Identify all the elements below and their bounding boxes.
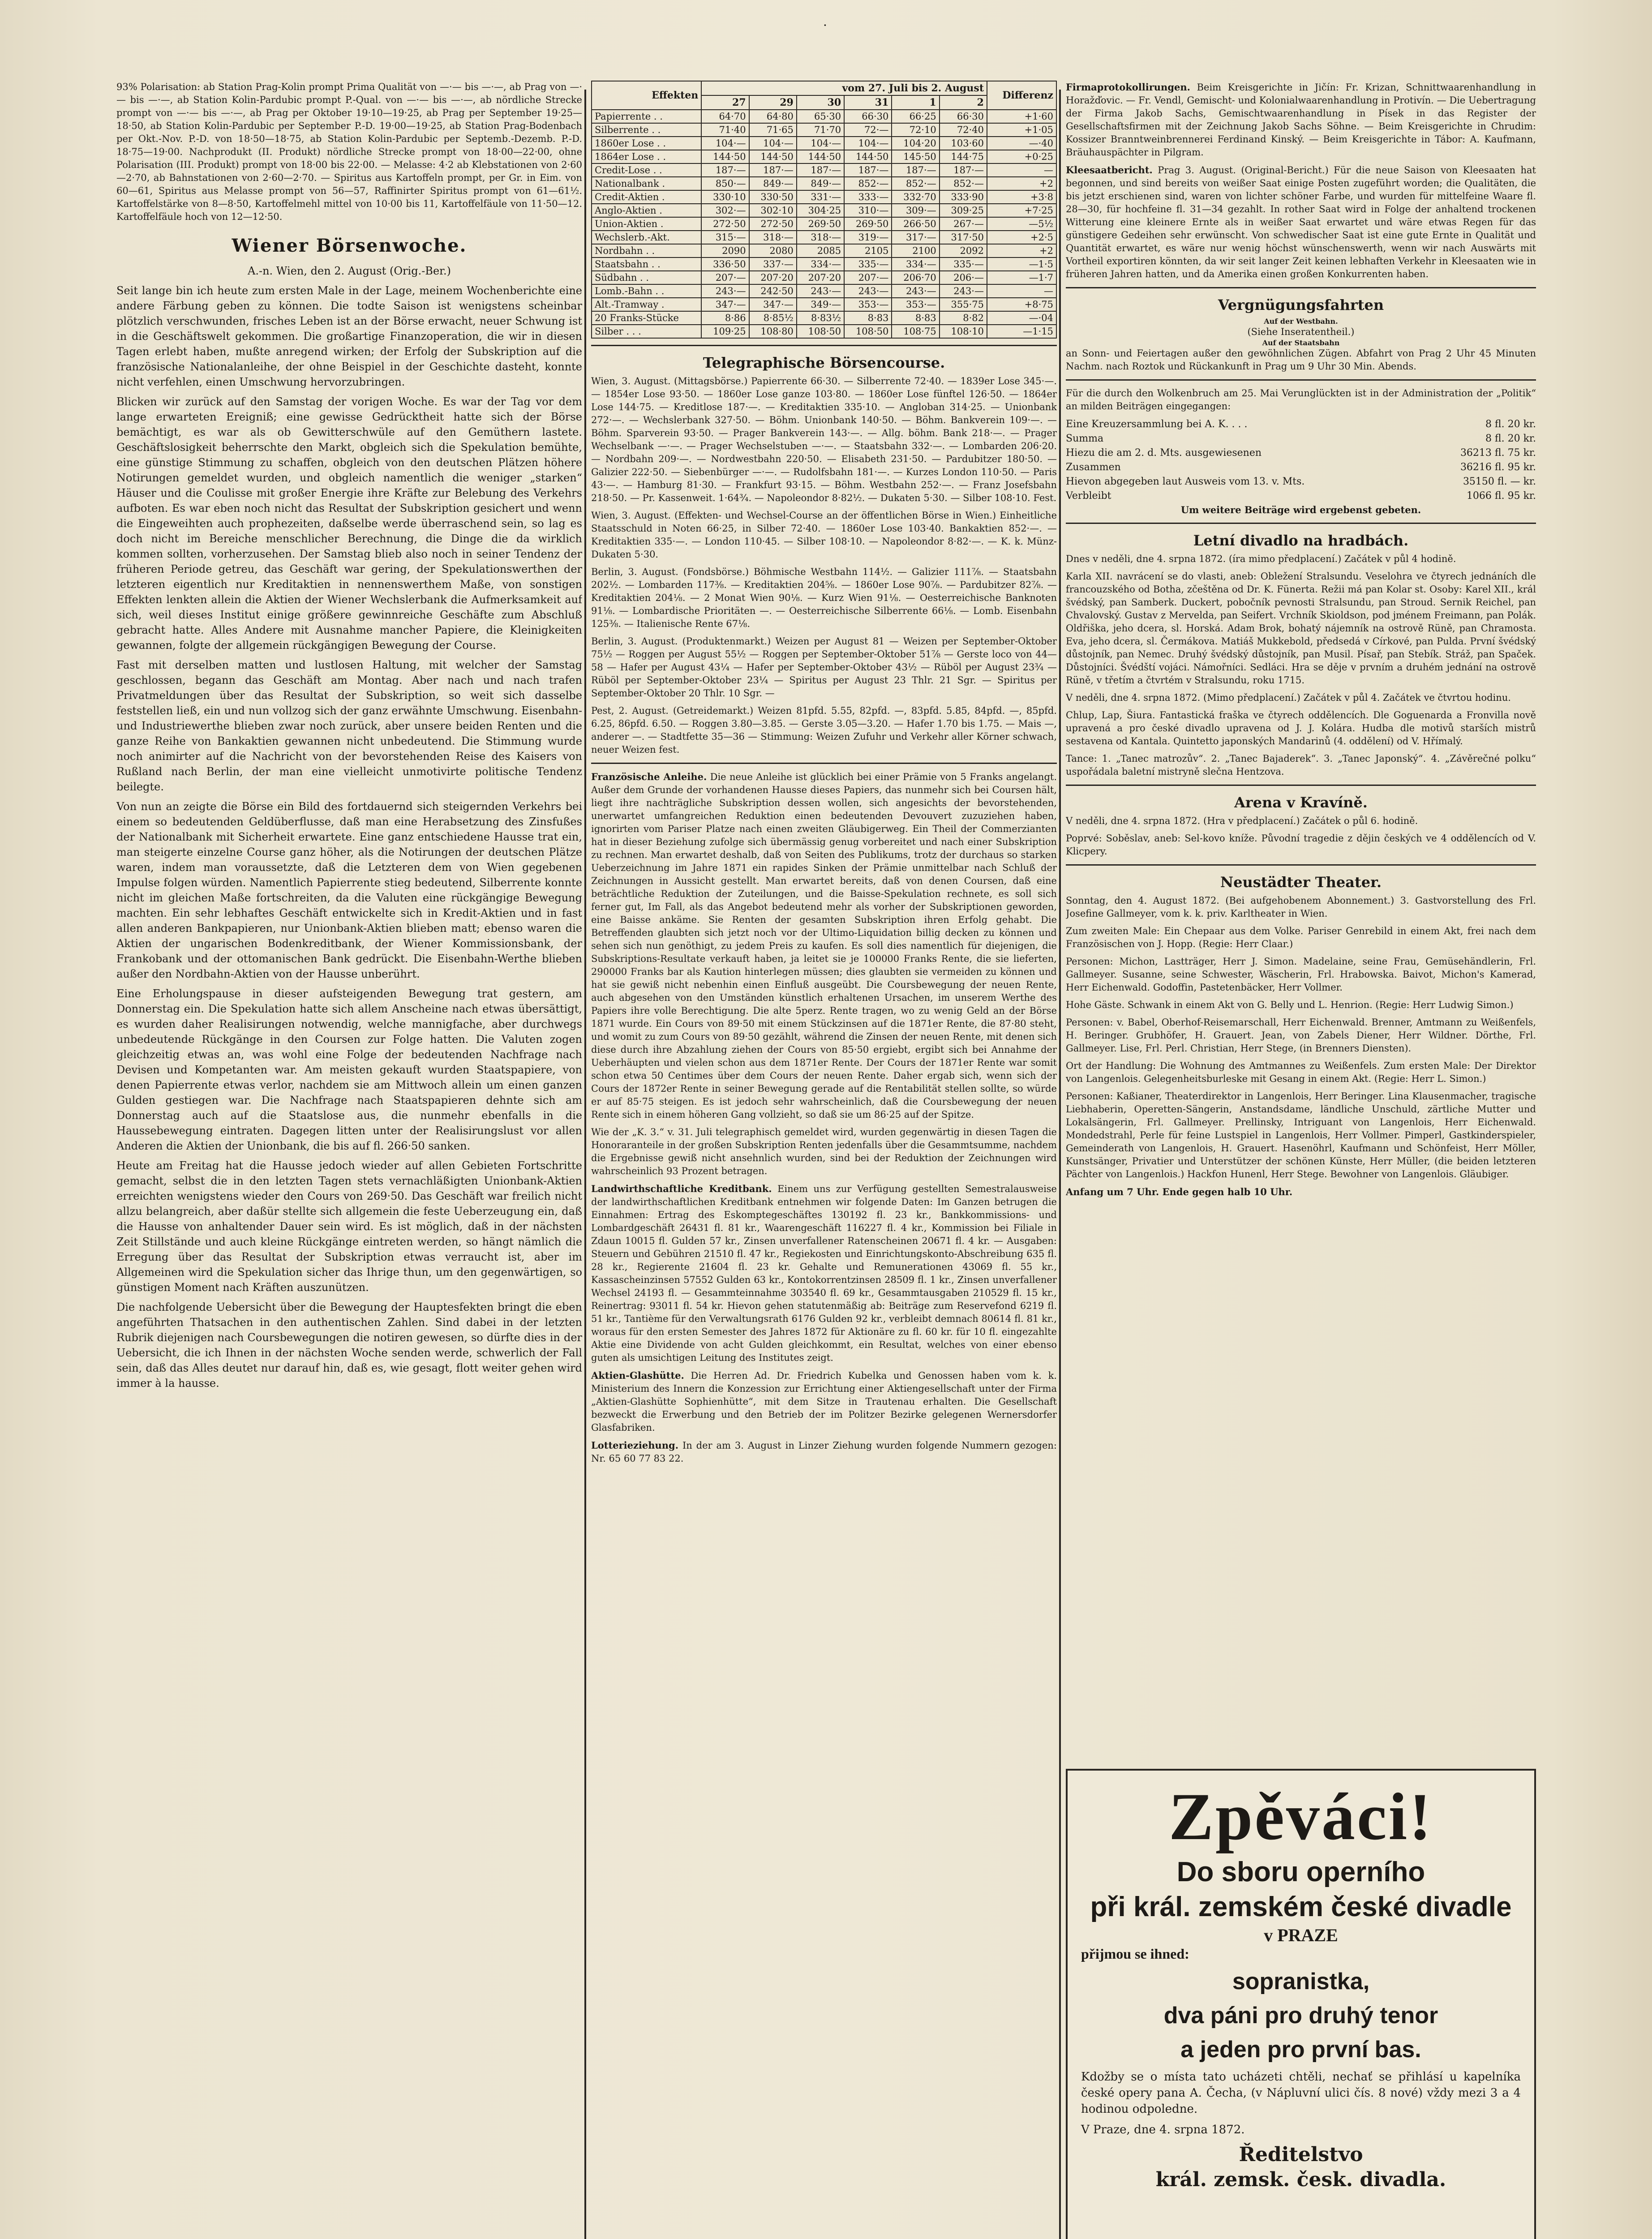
price-cell: 108·50: [844, 325, 892, 338]
table-row: [592, 150, 1056, 163]
security-name: 1860er Lose . .: [592, 137, 701, 150]
sugar-market-report: 93% Polarisation: ab Station Prag-Kolin prompt Prima Qualität von —·— bis —·—, ab Prag von —·— bis —·—, ab Station Kolin-Pardubic prompt P.-Qual. von —·— bis —·—, ab nördliche Strecke prompt von —·— bis —·—, ab Prag per Oktober 19·10—19·25, ab Prag per September 19·25—18·50, ab Station Kolin-Pardubic per September P.-D. 19·00—19·25, ab Station Prag-Bodenbach per Okt.-Nov. P.-D. von 18·50—18·75, ab Station Kolin-Pardubic per Septemb.-Dezemb. P.-D. 18·75—19·00. Nachprodukt (II. Produkt) nördliche Strecke prompt von 18·00—22·00, ohne Polarisation (III. Produkt) prompt von 18·00 bis 22·00. — Melasse: 4·2 ab Klebstationen von 2·60—2·70, ab Bahnstationen von 2·60—2·70. — Spiritus aus Kartoffeln prompt, per Gr. in Eim. von 60—61, Spiritus aus Melasse prompt von 56—57, Raffinirter Spiritus prompt von 61—61½. Kartoffelstärke von 8—8·50, Kartoffelmehl mittel von 10·00 bis 11, Kartoffelfäule von 11·50—12. Kartoffelfäule hoch von 12—12·50.: [116, 81, 582, 222]
donation-row: [1066, 417, 1536, 432]
price-cell: 318·—: [797, 231, 844, 244]
advertisement-box: [1066, 1769, 1536, 2239]
price-cell: 144·50: [844, 150, 892, 163]
price-cell: 355·75: [940, 298, 987, 311]
paragraph: Karla XII. navrácení se do vlasti, aneb: Obležení Stralsundu. Veselohra ve čtyrech jednáních dle francouzského od Botha, zčeštěna od Dr. K. Fünerta. Režii má pan Kolar st. Osoby: Karel XII., král švédský, pan Samberk. Duckert, pobočník pevnosti Stralsundu, pan Stroud. Sernik Reichel, pan Chvalovský. Gustav z Mervelda, pan Seifert. Vrchník Skioldson, pod jménem Freimann, pan Polák. Oldřiška, jeho dcera, sl. Horská. Adam Brok, bohatý nájemník na ostrově Rüně, pan Chramosta. Eva, jeho dcera, sl. Čermákova. Matiáš Mukkebold, předsedá v Církové, pan Pulda. První švédský důstojník, pan Nemec. Druhý švédský důstojník, pan Musil. Písař, pan Stebík. Stráž, pan Spaček. Důstojníci. Švédští vojáci. Námořníci. Sedláci. Hra se děje v prvním a druhém jednání na ostrově Rüně, v třetím a čtvrtém v Stralsundu, roku 1715.: [1066, 571, 1536, 686]
difference-cell: +2·5: [987, 231, 1056, 244]
table-day-header: 2: [940, 95, 987, 110]
paragraph: Von nun an zeigte die Börse ein Bild des fortdauernd sich steigernden Verkehrs bei einem so bedeutenden Geldüberflusse, daß man eine Herabsetzung des Zinsfußes der Nationalbank mit Sicherheit erwartete. Eine ganz entschiedene Hausse trat ein, man steigerte einzelne Course ganz höher, als die Notirungen der deutschen Plätze waren, indem man voraussetzte, daß die Letzteren dem von Wien gegebenen Impulse folgen würden. Namentlich Papierrente stieg bedeutend, Silberrente konnte nicht im gleichen Maße fortschreiten, da die Valuten eine rückgängige Bewegung machten. Ein sehr lebhaftes Geschäft entwickelte sich in Kredit-Aktien und in fast allen anderen Bankpapieren, nur Unionbank-Aktien blieben matt; ebenso waren die Aktien der ungarischen Bodenkreditbank, der Wiener Kommissionsbank, der Frankobank und der ottomanischen Bank gedrückt. Die Eisenbahn-Werthe blieben außer den Nordbahn-Aktien von der Hausse unberührt.: [116, 800, 582, 980]
section-heading: Vergnügungsfahrten: [1218, 296, 1384, 313]
column-left: [116, 81, 582, 2239]
paragraph: Für die durch den Wolkenbruch am 25. Mai Verunglückten ist in der Administration der „Politik“ an milden Beiträgen eingegangen:: [1066, 388, 1536, 412]
price-cell: 104·—: [797, 137, 844, 150]
table-row: [592, 110, 1056, 123]
paragraph: Die neue Anleihe ist glücklich bei einer Prämie von 5 Franks angelangt. Außer dem Grunde der vorhandenen Hausse dieses Papiers, das nunmehr sich bei Coursen hält, liegt ihre nachträgliche Subskription dessen wollen, sich angesichts der bevorstehenden, unerwartet umfangreichen Reduktion einen bedeutenden Devouvert zuzuziehen haben, ignorirten vom Pariser Platze nach einen zweiten Gläubigerweg. Ein Theil der Commerzianten hat in dieser Beziehung zufolge sich übermässig genug vorbereitet und nach einer Subskription zu rechnen. Man erwartet deshalb, daß von Seiten des Publikums, trotz der durchaus so starken Ueberzeichnung im Jahre 1871 ein rapides Sinken der Prämie unmittelbar nach Schluß der Zeichnungen in Aussicht gestellt. Man erwartet bereits, daß von denen Coursen, daß eine beträchtliche Reduktion der Zuteilungen, und die Baisse-Spekulation rechnete, es soll sich ferner gut, Im Fall, als das Angebot bedeutend mehr als vorher der Subskriptionen geworden, eine Baisse ankäme. Sie Renten der gesamten Subskription ihren Erfolg gehabt. Die Betreffenden glaubten sich jetzt noch vor der Ultimo-Liquidation billig decken zu können und sehen sich nun genöthigt, zu jedem Preis zu kaufen. Es soll dies namentlich für diejenigen, die Subskriptions-Resultate verkauft haben, ja leitet sie je 100000 Franks Rente, die sie lieferten, 290000 Franks bar als Kaution hinterlegen müssen; dies glaubten sie vermeiden zu können und hat sie gewiß nicht nebenhin einen Einfluß ausgeübt. Die Coursbewegung der neuen Rente, auch abgesehen von den Umständen künstlich erhaltenen Ursachen, im unserem Werthe des Papiers ihre volle Berechtigung. Die alte 5perz. Rente tragen, wo zu wenig Geld an der Börse 1871 wurde. Ein Cours von 89·50 mit einem Stückzinsen auf die 1871er Rente, die 87·80 steht, und womit zu zum Cours von 89·50 gezählt, während die Zinsen der neuen Rente, mit denen sich diese durch ihre Abzahlung ziehen der Cours von 85·50 ergiebt, ergibt sich bei Annahme der Ueberhäupten und vielen schon aus dem 1871er Rente. Der Cours der 1871er Rente war somit schon etwa 50 Centimes über dem Cours der neuen Rente. Daher ergab sich, wenn sich der Cours der 1872er Rente in seiner Bewegung gerade auf die Rentabilität stellen sollte, so würde er auf 85·75 steigen. Es ist jedoch sehr wahrscheinlich, daß die Coursbewegung der neuen Rente sich in einem höheren Gang vollzieht, so daß sie um 86·25 auf der Spitze.: [591, 772, 1057, 1120]
ad-line: Do sboru operního: [1176, 1857, 1425, 1887]
price-cell: 849·—: [797, 177, 844, 190]
price-cell: 335·—: [844, 257, 892, 271]
donation-amount: 8 fl. 20 kr.: [1485, 433, 1536, 444]
price-cell: 2105: [844, 244, 892, 257]
price-cell: 187·—: [749, 163, 797, 177]
price-cell: 272·50: [749, 217, 797, 231]
donation-label: Hiezu die am 2. d. Mts. ausgewiesenen: [1066, 447, 1262, 459]
table-row: [592, 177, 1056, 190]
donation-row: [1066, 432, 1536, 446]
section-heading: Französische Anleihe.: [591, 771, 707, 782]
price-cell: 850·—: [701, 177, 749, 190]
security-name: Südbahn . .: [592, 271, 701, 284]
paragraph: Personen: Michon, Lastträger, Herr J. Simon. Madelaine, seine Frau, Gemüsehändlerin, Frl. Gallmeyer. Susanne, seine Schwester, Wäscherin, Frl. Hrabowska. Baivot, Michon's Kamerad, Herr Eichenwald. Godoffin, Pastetenbäcker, Herr Vollmer.: [1066, 956, 1536, 993]
price-cell: 66·25: [892, 110, 939, 123]
ad-signature: král. zemsk. česk. divadla.: [1155, 2168, 1446, 2191]
price-cell: 269·50: [797, 217, 844, 231]
table-row: [592, 123, 1056, 137]
section-heading: Neustädter Theater.: [1220, 874, 1382, 891]
donation-label: Hievon abgegeben laut Ausweis vom 13. v. Mts.: [1066, 476, 1305, 487]
difference-cell: +8·75: [987, 298, 1056, 311]
price-cell: 109·25: [701, 325, 749, 338]
price-cell: 71·70: [797, 123, 844, 137]
paragraph: Personen: Kaßianer, Theaterdirektor in Langenlois, Herr Beringer. Lina Klausenmacher, tragische Liebhaberin, Operetten-Sängerin, Anstandsdame, ländliche Unschuld, zärtliche Mutter und Lokalsängerin, Frl. Gallmeyer. Prellinsky, Intriguant von Langenlois, Herr Eichenwald. Mondedstrahl, Perle für feine Lustspiel in Langenlois, Herr Vollmer. Pimperl, Gastkinderspieler, Gemeinderath von Langenlois, H. Grauert. Hasenöhrl, Kaufmann und Schönfeist, Herr Möller, Kunstsänger, Privatier und Unterstützer der schönen Künste, Herr Müller, (die beiden letzteren Pächter von Langenlois.) Hackfon Hunenl, Herr Stege. Bewohner von Langenlois. Gläubiger.: [1066, 1091, 1536, 1180]
difference-cell: —1·5: [987, 257, 1056, 271]
security-name: 20 Franks-Stücke: [592, 311, 701, 325]
price-cell: 302·10: [749, 204, 797, 217]
paragraph: Ort der Handlung: Die Wohnung des Amtmannes zu Weißenfels. Zum ersten Male: Der Direktor von Langenlois. Gelegenheitsburleske mit Gesang in einem Akt. (Regie: Herr L. Simon.): [1066, 1060, 1536, 1084]
table-row: [592, 257, 1056, 271]
section-heading: Landwirthschaftliche Kreditbank.: [591, 1183, 772, 1194]
subheading: Auf der Westbahn.: [1264, 317, 1338, 326]
price-cell: 144·75: [940, 150, 987, 163]
security-name: Union-Aktien .: [592, 217, 701, 231]
donation-amount: 35150 fl. — kr.: [1463, 476, 1536, 487]
column-middle: [591, 81, 1057, 2239]
paragraph: Seit lange bin ich heute zum ersten Male in der Lage, meinem Wochenberichte eine andere Färbung geben zu können. Die todte Saison ist wenigstens scheinbar plötzlich verschwunden, frisches Leben ist an der Börse erwacht, neuer Schwung ist in die Geschäftswelt gekommen. Die großartige Finanzoperation, die wir in diesen Tagen erlebt haben, mußte anregend wirken; der Erfolg der Subskription auf die französische Nationalanleihe, der ohne Beispiel in der Geschichte dasteht, konnte nicht verfehlen, einen Umschwung hervorzubringen.: [116, 284, 582, 388]
difference-cell: +0·25: [987, 150, 1056, 163]
paragraph: Heute am Freitag hat die Hausse jedoch wieder auf allen Gebieten Fortschritte gemacht, selbst die in den letzten Tagen stets vernachläßigten Unionbank-Aktien erreichten wenigstens wieder den Cours von 269·50. Das Geschäft war freilich nicht allzu belangreich, aber daßür stellte sich allgemein die feste Ueberzeugung ein, daß die Hausse von anhaltender Dauer sein wird. Es ist möglich, daß in der nächsten Zeit Stillstände und auch kleine Rückgänge eintreten werden, so hängt nämlich die Erregung über das Resultat der Subskription etwas verraucht ist, aber im Allgemeinen wird die Spekulation sicher das Ihrige thun, um den gegenwärtigen, so günstigen Moment nach Kräften auszunützen.: [116, 1159, 582, 1294]
table-row: [592, 325, 1056, 338]
price-cell: 2092: [940, 244, 987, 257]
column-right: [1066, 81, 1536, 1764]
price-cell: 64·80: [749, 110, 797, 123]
price-cell: 330·50: [749, 190, 797, 204]
paragraph: Poprvé: Soběslav, aneb: Sel-kovo kníže. Původní tragedie z dějin českých ve 4 oddělencích od V. Klicpery.: [1066, 833, 1536, 857]
price-cell: 72·40: [940, 123, 987, 137]
section-heading: Arena v Kravíně.: [1234, 794, 1368, 811]
ad-title: Zpěváci!: [1168, 1780, 1433, 1854]
price-cell: 103·60: [940, 137, 987, 150]
paragraph: Chlup, Lap, Šiura. Fantastická fraška ve čtyrech oddělencích. Dle Goguenarda a Fronvilla nově upravená a pro české divadlo upravena od J. J. Kolára. Hudba dle motivů starších mistrů sestavena od Kantala. Quintetto japonských Mandarinů (4. oddělení) od V. Hřímalý.: [1066, 710, 1536, 746]
price-cell: 2080: [749, 244, 797, 257]
price-cell: 72·10: [892, 123, 939, 137]
price-cell: 71·65: [749, 123, 797, 137]
paragraph: Tance: 1. „Tanec matrozův“. 2. „Tanec Bajaderek“. 3. „Tanec Japonský“. 4. „Závěrečné polku“ uspořádala baletní mistryně slečna Hentzova.: [1066, 753, 1536, 777]
price-cell: 309·25: [940, 204, 987, 217]
table-day-header: 1: [892, 95, 939, 110]
donation-amount: 36216 fl. 95 kr.: [1460, 462, 1536, 473]
price-cell: 347·—: [701, 298, 749, 311]
difference-cell: —1·15: [987, 325, 1056, 338]
paragraph: Einem uns zur Verfügung gestellten Semestralausweise der landwirthschaftlichen Kreditbank entnehmen wir folgende Daten: Im Ganzen betrugen die Einnahmen: Ertrag des Eskomptegeschäftes 130192 fl. 23 kr., Bankkommissions- und Lombardgeschäft 26431 fl. 81 kr., Waarengeschäft 116227 fl. 4 kr., Kommission bei Filiale in Zdaun 10015 fl. Gulden 57 kr., Zinsen unverfallener Ratenscheinen 20671 fl. 4 kr. — Ausgaben: Steuern und Gebühren 21510 fl. 47 kr., Regiekosten und Einrichtungskonto-Abschreibung 635 fl. 28 kr., Regierente 21604 fl. 23 kr. Gehalte und Remunerationen 43069 fl. 55 kr., Kassascheinzinsen 57552 Gulden 63 kr., Kontokorrentzinsen 28509 fl. 1 kr., Zinsen unverfallener Wechsel 24193 fl. — Gesammteinnahme 303540 fl. 69 kr., Gesammtausgaben 210529 fl. 15 kr., Reinertrag: 93011 fl. 54 kr. Hievon gehen statutenmäßig ab: Beiträge zum Reservefond 6219 fl. 51 kr., Tantième für den Verwaltungsrath 6176 Gulden 92 kr., verbleibt demnach 80614 fl. 81 kr., woraus für den ersten Semester des Jahres 1872 für Aktionäre zu fl. 60 kr. für 10 fl. eingezahlte Aktie eine Dividende von acht Gulden gleichkommt, ein Resultat, welches von einer ebenso guten als umsichtigen Leitung des Institutes zeigt.: [591, 1184, 1057, 1363]
security-name: Nationalbank .: [592, 177, 701, 190]
price-cell: 319·—: [844, 231, 892, 244]
paragraph: Die nachfolgende Uebersicht über die Bewegung der Hauptesfekten bringt die eben angeführten Thatsachen in den authentischen Zahlen. Sind dabei in der letzten Rubrik diejenigen nach Coursbewegungen die notiren gewesen, so dürfte dies in der Uebersicht, die ich Ihnen in der nächsten Woche senden werde, schwerlich der Fall sein, daß das Alles deutet nur darauf hin, daß es, wie gesagt, flott weiter gehen wird immer à la hausse.: [116, 1301, 582, 1390]
divider: [1066, 379, 1536, 381]
donation-label: Summa: [1066, 433, 1104, 444]
price-cell: 353·—: [892, 298, 939, 311]
paragraph: Wien, 3. August. (Effekten- und Wechsel-Course an der öffentlichen Börse in Wien.) Einheitliche Staatsschuld in Noten 66·25, in Silber 72·40. — 1860er Lose 103·40. Bankaktien 852·—. — Kreditaktien 335·—. — London 110·45. — Silber 108·10. — Napoleondor 8·82·—. — K. k. Münz-Dukaten 5·30.: [591, 510, 1057, 560]
donation-row: [1066, 489, 1536, 503]
price-cell: 207·20: [749, 271, 797, 284]
table-row: [592, 204, 1056, 217]
price-cell: 71·40: [701, 123, 749, 137]
ad-text: Kdožby se o místa tato ucházeti chtěli, nechať se přihlásí u kapelníka české opery pana A. Čecha, (v Nápluvní ulici čís. 8 nové) vždy mezi 3 a 4 hodinou odpoledne.: [1081, 2070, 1521, 2116]
ad-line: v PRAZE: [1264, 1925, 1338, 1945]
paragraph: In der am 3. August in Linzer Ziehung wurden folgende Nummern gezogen: Nr. 65 60 77 83 22.: [591, 1440, 1057, 1464]
paragraph: Zum zweiten Male: Ein Chepaar aus dem Volke. Pariser Genrebild in einem Akt, frei nach dem Französischen von J. Hopp. (Regie: Herr Claar.): [1066, 926, 1536, 949]
price-cell: 336·50: [701, 257, 749, 271]
donation-row: [1066, 475, 1536, 489]
paragraph: Berlin, 3. August. (Produktenmarkt.) Weizen per August 81 — Weizen per September-Oktober 75½ — Roggen per August 55½ — Roggen per September-Oktober 51⅞ — Gerste loco von 44—58 — Hafer per August 43¼ — Hafer per September-Oktober 43½ — Rüböl per August 23¾ — Rüböl per September-Oktober 23¼ — Spiritus per August 23 Thlr. 21 Sgr. — Spiritus per September-Oktober 20 Thlr. 10 Sgr. —: [591, 636, 1057, 699]
price-cell: 330·10: [701, 190, 749, 204]
paragraph: Hohe Gäste. Schwank in einem Akt von G. Belly und L. Henrion. (Regie: Herr Ludwig Simon.): [1066, 999, 1514, 1010]
table-row: [592, 231, 1056, 244]
price-cell: 144·50: [701, 150, 749, 163]
table-row: [592, 284, 1056, 298]
table-header-range: vom 27. Juli bis 2. August: [701, 81, 987, 95]
difference-cell: —: [987, 284, 1056, 298]
donation-amount: 1066 fl. 95 kr.: [1466, 490, 1536, 502]
divider: [1066, 523, 1536, 524]
price-cell: 144·50: [749, 150, 797, 163]
column-rule: [584, 90, 586, 2239]
paragraph: Anfang um 7 Uhr. Ende gegen halb 10 Uhr.: [1066, 1186, 1293, 1197]
paragraph: Wie der „K. 3.“ v. 31. Juli telegraphisch gemeldet wird, wurden gegenwärtig in diesen Tagen die Honoraranteile in der großen Subskription Renten jedenfalls über die Gesammtsumme, nachdem die Ergebnisse gewiß nicht ansehnlich wurden, sind bei der Reduktion der Zeichnungen wird wahrscheinlich 93 Prozent betragen.: [591, 1127, 1057, 1176]
paragraph: Wien, 3. August. (Mittagsbörse.) Papierrente 66·30. — Silberrente 72·40. — 1839er Lose 345·—. — 1854er Lose 93·50. — 1860er Lose ganze 103·80. — 1860er Lose fünftel 126·50. — 1864er Lose 144·75. — Kreditlose 187·—. — Kreditaktien 335·10. — Angloban 314·25. — Unionbank 272·—. — Wechslerbank 327·50. — Böhm. Unionbank 140·50. — Böhm. Bankverein 109·—. — Böhm. Sparverein 93·50. — Prager Bankverein 143·—. — Allg. böhm. Bank 218·—. — Prager Wechselbank —·—. — Prager Wechselstuben —·—. — Staatsbahn 332·—. — Lombarden 206·20. — Nordbahn 209·—. — Nordwestbahn 220·50. — Elisabeth 231·50. — Pardubitzer 180·50. — Galizier 222·50. — Siebenbürger —·—. — Rudolfsbahn 181·—. — Kurzes London 110·50. — Paris 43·—. — Hamburg 81·30. — Frankfurt 93·15. — Böhm. Westbahn 252·—. — Franz Josefsbahn 218·50. — Pr. Kassenweit. 1·64¾. — Napoleondor 8·82½. — Dukaten 5·30. — Silber 108·10. Fest.: [591, 376, 1057, 503]
price-cell: 187·—: [797, 163, 844, 177]
price-cell: 349·—: [797, 298, 844, 311]
table-row: [592, 311, 1056, 325]
security-name: Credit-Aktien .: [592, 190, 701, 204]
price-cell: 2085: [797, 244, 844, 257]
paragraph: Die Herren Ad. Dr. Friedrich Kubelka und Genossen haben vom k. k. Ministerium des Innern die Konzession zur Errichtung einer Aktiengesellschaft unter der Firma „Aktien-Glashütte Sophienhütte“, mit dem Sitze in Trautenau erhalten. Die Gesellschaft bezweckt die Erwerbung und den Betrieb der im Politzer Bezirke gelegenen Wernersdorfer Glasfabriken.: [591, 1370, 1057, 1433]
section-heading: Aktien-Glashütte.: [591, 1370, 684, 1381]
section-heading: Lotterieziehung.: [591, 1440, 678, 1451]
table-row: [592, 217, 1056, 231]
donation-label: Eine Kreuzersammlung bei A. K. . . .: [1066, 419, 1248, 430]
price-cell: 206·—: [940, 271, 987, 284]
price-cell: 145·50: [892, 150, 939, 163]
table-row: [592, 244, 1056, 257]
price-cell: 302·—: [701, 204, 749, 217]
price-cell: 8·86: [701, 311, 749, 325]
difference-cell: —·04: [987, 311, 1056, 325]
price-cell: 266·50: [892, 217, 939, 231]
section-heading: Firmaprotokollirungen.: [1066, 81, 1190, 93]
paragraph: V neděli, dne 4. srpna 1872. (Mimo předplacení.) Začátek v půl 4. Začátek ve čtvrtou hodinu.: [1066, 692, 1511, 703]
paragraph: Pest, 2. August. (Getreidemarkt.) Weizen 81pfd. 5.55, 82pfd. —, 83pfd. 5.85, 84pfd. —, 85pfd. 6.25, 86pfd. 6.50. — Roggen 3.80—3.85. — Gerste 3.05—3.20. — Hafer 1.70 bis 1.75. — Mais —, anderer —. — Stadtfette 35—36 — Stimmung: Weizen Zufuhr und Verkehr aller Körner schwach, neuer Weizen fest.: [591, 705, 1057, 755]
price-cell: 187·—: [940, 163, 987, 177]
price-cell: 108·80: [749, 325, 797, 338]
difference-cell: +7·25: [987, 204, 1056, 217]
price-cell: 243·—: [797, 284, 844, 298]
section-heading: Telegraphische Börsencourse.: [703, 354, 945, 371]
paragraph: Sonntag, den 4. August 1872. (Bei aufgehobenem Abonnement.) 3. Gastvorstellung des Frl. Josefine Gallmeyer, vom k. k. priv. Karltheater in Wien.: [1066, 895, 1536, 919]
paragraph: Fast mit derselben matten und lustlosen Haltung, mit welcher der Samstag geschlossen, begann das Geschäft am Montag. Aber nach und nach trafen Privatmeldungen über das Resultat der Subskription, so weit sich dasselbe feststellen ließ, ein und nun vollzog sich der ganz erwähnte Umschwung. Eisenbahn- und Industriewerthe blieben zwar noch zurück, aber unsere beiden Renten und die ganze Reihe von Bankaktien gewannen nicht unbedeutend. Die Stimmung wurde noch animirter auf die Nachricht von der bevorstehenden Reise des Kaisers von Rußland nach Berlin, der man eine vielleicht unmotivirte politische Tendenz beilegte.: [116, 659, 582, 793]
page-mark: ·: [823, 18, 827, 33]
price-cell: 243·—: [844, 284, 892, 298]
table-row: [592, 137, 1056, 150]
price-cell: 309·—: [892, 204, 939, 217]
security-name: Credit-Lose . .: [592, 163, 701, 177]
price-cell: 335·—: [940, 257, 987, 271]
difference-cell: +1·05: [987, 123, 1056, 137]
price-cell: 353·—: [844, 298, 892, 311]
price-cell: 104·20: [892, 137, 939, 150]
price-cell: 108·50: [797, 325, 844, 338]
price-cell: 8·82: [940, 311, 987, 325]
difference-cell: —·40: [987, 137, 1056, 150]
table-row: [592, 163, 1056, 177]
price-cell: 304·25: [797, 204, 844, 217]
price-cell: 334·—: [892, 257, 939, 271]
table-day-header: 29: [749, 95, 797, 110]
section-heading: Kleesaatbericht.: [1066, 164, 1153, 176]
security-name: Wechslerb.-Akt.: [592, 231, 701, 244]
price-cell: 269·50: [844, 217, 892, 231]
difference-cell: +2: [987, 244, 1056, 257]
price-cell: 331·—: [797, 190, 844, 204]
paragraph: Prag 3. August. (Original-Bericht.) Für die neue Saison von Kleesaaten hat begonnen, und sind bereits von weißer Saat einige Posten zugeführt worden; die Qualitäten, die bis jetzt erschienen sind, waren von lichter schöner Farbe, und wurden für mittelfeine Waare fl. 28—30, für hochfeine fl. 31—34 gezahlt. In rother Saat wird in Folge der anhaltend trockenen Witterung eine kleinere Ernte als in weißer Saat erwartet und wäre etwas Regen für das günstigere Gedeihen sehr erwünscht. Von schwedischer Saat ist eine gute Ernte in Qualität und Quantität erwartet, es wäre nur wenig höchst wünschenswerth, wenn wir nach Auswärts mit Vortheil exportiren könnten, da wir seit langer Zeit keinen lebhaften Verkehr in Kleesaaten wie in früheren Jahren hatten, und da Amerika einen großen Konkurrenten haben.: [1066, 165, 1536, 279]
price-table: [591, 81, 1057, 339]
difference-cell: —: [987, 163, 1056, 177]
subheading: Auf der Staatsbahn: [1262, 339, 1340, 347]
table-header-effekten: Effekten: [592, 81, 701, 110]
divider: [1066, 864, 1536, 866]
price-cell: 852·—: [844, 177, 892, 190]
divider: [591, 763, 1057, 764]
subheading: (Siehe Inseratentheil.): [1247, 326, 1355, 337]
donation-row: [1066, 446, 1536, 460]
paragraph: Blicken wir zurück auf den Samstag der vorigen Woche. Es war der Tag vor dem lange erwarteten Ereigniß; eine gewisse Gedrücktheit hatte sich der Börse bemächtigt, es war als ob Gewitterschwüle auf den Gemüthern lastete. Geschäftslosigkeit beherrschte den Markt, obgleich sich die Spekulation bemühte, eine günstige Stimmung zu schaffen, obgleich von den deutschen Plätzen höhere Notirungen gemeldet wurden, und obgleich namentlich die weniger „starken“ Häuser und die Coulisse mit großer Energie ihre Kräfte zur Belebung des Verkehrs aufboten. Es war eben noch nicht das Resultat der Subskription gesichert und wenn die Eingeweihten auch prophezeiten, daßselbe werde überraschend sein, so lag es doch nicht im Bereiche menschlicher Berechnung, die Dinge die da wirklich kommen sollten, vorherzusehen. Der Samstag blieb also noch in seiner Tendenz der früheren Periode getreu, das Geschäft war gering, der Spekulationswerthen der letzteren eigentlich nur Kreditaktien in nennenswerthem Maße, von sonstigen Effekten lenkten allein die Aktien der Wiener Wechslerbank die Aufmerksamkeit auf sich, weil dieses Institut einige größere gewinnreiche Geschäfte zum Abschluß gebracht hatte. Alles Andere mit Ausnahme mancher Papiere, die Kleinigkeiten gewannen, folgte der allgemein rückgängigen Bewegung der Course.: [116, 395, 582, 652]
article-heading: Wiener Börsenwoche.: [232, 235, 467, 256]
security-name: Alt.-Tramway .: [592, 298, 701, 311]
paragraph: an Sonn- und Feiertagen außer den gewöhnlichen Zügen. Abfahrt von Prag 2 Uhr 45 Minuten Nachm. nach Roztok und Rückankunft in Prag um 9 Uhr 30 Min. Abends.: [1066, 348, 1536, 372]
ad-role: dva páni pro druhý tenor: [1163, 2003, 1438, 2029]
security-name: Silber . . .: [592, 325, 701, 338]
divider: [1066, 785, 1536, 786]
price-cell: 187·—: [892, 163, 939, 177]
donation-list: [1066, 417, 1536, 503]
difference-cell: +2: [987, 177, 1056, 190]
donation-amount: 36213 fl. 75 kr.: [1460, 447, 1536, 459]
ad-date: V Praze, dne 4. srpna 1872.: [1081, 2123, 1245, 2136]
price-cell: 315·—: [701, 231, 749, 244]
security-name: Silberrente . .: [592, 123, 701, 137]
donation-row: [1066, 460, 1536, 475]
price-cell: 207·—: [701, 271, 749, 284]
price-cell: 318·—: [749, 231, 797, 244]
ad-line: přijmou se ihned:: [1081, 1946, 1189, 1962]
price-cell: 333·—: [844, 190, 892, 204]
price-cell: 8·83: [844, 311, 892, 325]
price-cell: 852·—: [940, 177, 987, 190]
table-row: [592, 190, 1056, 204]
divider: [591, 345, 1057, 346]
price-cell: 187·—: [844, 163, 892, 177]
price-cell: 242·50: [749, 284, 797, 298]
table-day-header: 31: [844, 95, 892, 110]
difference-cell: +1·60: [987, 110, 1056, 123]
price-cell: 104·—: [701, 137, 749, 150]
difference-cell: —5½: [987, 217, 1056, 231]
price-cell: 207·—: [844, 271, 892, 284]
price-cell: 72·—: [844, 123, 892, 137]
price-cell: 852·—: [892, 177, 939, 190]
price-cell: 64·70: [701, 110, 749, 123]
price-cell: 66·30: [844, 110, 892, 123]
table-row: [592, 271, 1056, 284]
security-name: Anglo-Aktien .: [592, 204, 701, 217]
paragraph: Personen: v. Babel, Oberhof-Reisemarschall, Herr Eichenwald. Brenner, Amtmann zu Weißenfels, H. Beringer. Grubhöfer, H. Grauert. Jean, von Zabels Diener, Herr Wildner. Dörthe, Frl. Gallmeyer. Lise, Frl. Perl. Christian, Herr Stege, (in Brenners Diensten).: [1066, 1017, 1536, 1054]
price-cell: 108·10: [940, 325, 987, 338]
price-cell: 272·50: [701, 217, 749, 231]
table-day-header: 27: [701, 95, 749, 110]
price-cell: 2090: [701, 244, 749, 257]
price-cell: 187·—: [701, 163, 749, 177]
price-cell: 8·85½: [749, 311, 797, 325]
difference-cell: —1·7: [987, 271, 1056, 284]
price-cell: 2100: [892, 244, 939, 257]
price-cell: 332·70: [892, 190, 939, 204]
price-cell: 8·83: [892, 311, 939, 325]
paragraph: Dnes v neděli, dne 4. srpna 1872. (íra mimo předplacení.) Začátek v půl 4 hodině.: [1066, 553, 1456, 564]
price-cell: 337·—: [749, 257, 797, 271]
section-heading: Letní divadlo na hradbách.: [1193, 532, 1409, 549]
security-name: Papierrente . .: [592, 110, 701, 123]
price-cell: 243·—: [701, 284, 749, 298]
price-cell: 144·50: [797, 150, 844, 163]
table-row: [592, 298, 1056, 311]
ad-role: sopranistka,: [1232, 1969, 1370, 1995]
table-day-header: 30: [797, 95, 844, 110]
paragraph: Eine Erholungspause in dieser aufsteigenden Bewegung trat gestern, am Donnerstag ein. Die Spekulation hatte sich allem Anscheine nach etwas übersättigt, es wurden daher Realisirungen notwendig, welche mannigfache, aber durchwegs unbedeutende Rückgänge in den Coursen zur Folge hatten. Die Valuten zogen gleichzeitig etwas an, was wohl eine Folge der bedeutenden Nachfrage nach Devisen und Kompetanten war. Am meisten gekauft wurden Staatspapiere, von denen Papierrente etwas verlor, nachdem sie am Mittwoch allein um einen ganzen Gulden gestiegen war. Die Nachfrage nach Staatspapieren dehnte sich am Donnerstag auch auf die Staatslose aus, die nunmehr ebenfalls in die Haussebewegung eintraten. Dagegen litten unter der Realisirungslust vor allen Anderen die Aktien der Unionbank, die bis auf fl. 266·50 sanken.: [116, 987, 582, 1152]
price-cell: 849·—: [749, 177, 797, 190]
price-cell: 267·—: [940, 217, 987, 231]
price-cell: 207·20: [797, 271, 844, 284]
price-cell: 66·30: [940, 110, 987, 123]
price-cell: 8·83½: [797, 311, 844, 325]
column-rule: [1059, 90, 1061, 2239]
paragraph: Berlin, 3. August. (Fondsbörse.) Böhmische Westbahn 114½. — Galizier 111⅞. — Staatsbahn 202½. — Lombarden 117⅜. — Kreditaktien 204⅝. — 1860er Lose 90⅞. — Pardubitzer 82⅞. — Kreditaktien 204⅛. — 2 Monat Wien 90⅛. — Kurz Wien 91⅛. — Oesterreichische Banknoten 91⅛. — Lombardische Prioritäten —. — Oesterreichische Silberrente 66⅛. — Lomb. Eisenbahn 125⅜. — Italienische Rente 67⅛.: [591, 566, 1057, 629]
security-name: Staatsbahn . .: [592, 257, 701, 271]
price-cell: 104·—: [749, 137, 797, 150]
price-cell: 108·75: [892, 325, 939, 338]
security-name: Lomb.-Bahn . .: [592, 284, 701, 298]
price-cell: 333·90: [940, 190, 987, 204]
dateline: A.-n. Wien, den 2. August (Orig.-Ber.): [248, 265, 451, 277]
price-cell: 206·70: [892, 271, 939, 284]
ad-line: při král. zemském české divadle: [1090, 1892, 1512, 1922]
security-name: Nordbahn . .: [592, 244, 701, 257]
donation-amount: 8 fl. 20 kr.: [1485, 419, 1536, 430]
price-cell: 243·—: [940, 284, 987, 298]
donation-label: Zusammen: [1066, 462, 1121, 473]
price-cell: 317·—: [892, 231, 939, 244]
price-cell: 104·—: [844, 137, 892, 150]
ad-role: a jeden pro první bas.: [1180, 2037, 1421, 2063]
price-cell: 310·—: [844, 204, 892, 217]
price-cell: 317·50: [940, 231, 987, 244]
difference-cell: +3·8: [987, 190, 1056, 204]
divider: [1066, 287, 1536, 288]
price-cell: 347·—: [749, 298, 797, 311]
price-cell: 243·—: [892, 284, 939, 298]
price-cell: 334·—: [797, 257, 844, 271]
donation-label: Verbleibt: [1066, 490, 1111, 502]
donation-note: Um weitere Beiträge wird ergebenst gebeten.: [1180, 504, 1421, 515]
table-header-diff: Differenz: [987, 81, 1056, 110]
ad-signature: Ředitelstvo: [1239, 2143, 1363, 2166]
paragraph: V neděli, dne 4. srpna 1872. (Hra v předplacení.) Začátek o půl 6. hodině.: [1066, 815, 1418, 826]
paragraph: Beim Kreisgerichte in Jičín: Fr. Krizan, Schnittwaarenhandlung in Horažďovic. — Fr. Vendl, Gemischt- und Kolonialwaarenhandlung in Protivín. — Die Uebertragung der Firma Jakob Sachs, Gemischtwaarenhandlung in Písek in das Register der Gesellschaftsfirmen mit der Zeichnung Jakob Sachs Söhne. — Beim Kreisgerichte in Chrudim: Kossizer Branntweinbrennerei Ferdinand Kinský. — Beim Kreisgerichte in Tábor: A. Kaufmann, Bräuhauspächter in Pilgram.: [1066, 82, 1536, 158]
security-name: 1864er Lose . .: [592, 150, 701, 163]
price-cell: 65·30: [797, 110, 844, 123]
